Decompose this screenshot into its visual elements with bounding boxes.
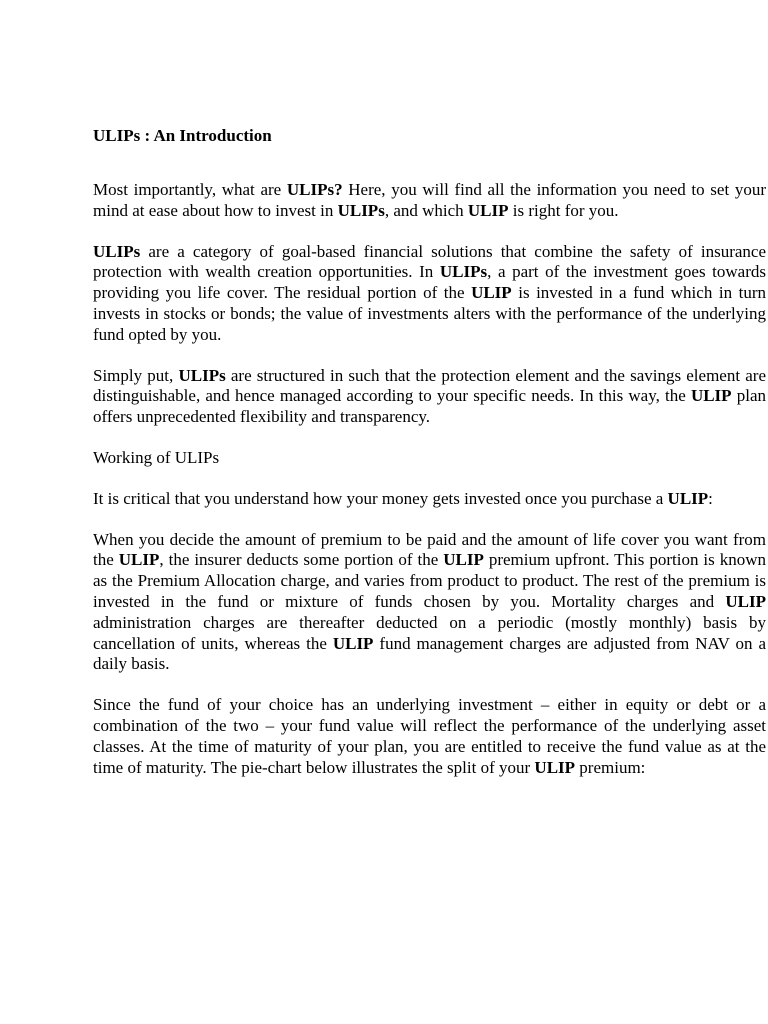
text-run: administration charges are thereafter deducted on a periodic (mostly monthly) basis by cancellation of units, whereas the xyxy=(93,612,766,653)
paragraph-category xyxy=(93,242,766,346)
text-run: premium upfront. This portion is known as the Premium Allocation charge, and varies from product to product. The rest of the premium is invested in the fund or mixture of funds chosen by you. Mortality charges and xyxy=(93,550,767,611)
paragraph-intro xyxy=(93,180,766,222)
bold-term: ULIP xyxy=(332,633,374,653)
text-run: : xyxy=(708,488,713,508)
text-run: Most importantly, what are xyxy=(93,180,287,199)
bold-term: ULIP xyxy=(118,550,160,570)
text-run: , a part of the investment goes towards providing you life cover. The residual portion of the xyxy=(93,262,767,303)
paragraph-simply-put xyxy=(93,366,766,428)
bold-term: ULIPs xyxy=(439,262,488,282)
document-page xyxy=(93,124,766,798)
text-run: , the insurer deducts some portion of the xyxy=(159,550,444,570)
document-title: ULIPs : An Introduction xyxy=(93,126,272,145)
bold-term: ULIP xyxy=(443,550,484,570)
text-run: plan offers unprecedented flexibility and transparency. xyxy=(93,386,766,427)
paragraph-critical xyxy=(93,489,766,510)
text-run: is right for you. xyxy=(508,200,619,220)
bold-term: ULIPs? xyxy=(286,180,343,199)
text-run: fund management charges are adjusted from NAV on a daily basis. xyxy=(93,633,766,674)
text-run: Working of ULIPs xyxy=(93,447,220,467)
text-run: Simply put, xyxy=(93,365,179,385)
bold-term: ULIPs xyxy=(337,200,385,220)
paragraph-fund-choice xyxy=(93,695,766,778)
bold-term: ULIPs xyxy=(93,241,141,261)
bold-term: ULIP xyxy=(667,488,709,508)
text-run: It is critical that you understand how your money gets invested once you purchase a xyxy=(93,488,668,508)
text-run: premium: xyxy=(575,757,646,777)
text-run: Here, you will find all the information you need to set your mind at ease about how to invest in xyxy=(93,180,766,220)
document-body xyxy=(93,180,766,778)
bold-term: ULIP xyxy=(725,591,766,611)
paragraph-working-heading xyxy=(93,448,766,469)
text-run: is invested in a fund which in turn invests in stocks or bonds; the value of investments alters with the performance of the underlying fund opted by you. xyxy=(93,283,766,344)
text-run: When you decide the amount of premium to be paid and the amount of life cover you want from the xyxy=(93,529,766,570)
text-run: are a category of goal-based financial solutions that combine the safety of insurance protection with wealth creation opportunities. In xyxy=(93,241,766,282)
bold-term: ULIP xyxy=(471,283,512,303)
bold-term: ULIP xyxy=(690,386,732,406)
text-run: Since the fund of your choice has an underlying investment – either in equity or debt or a combination of the two – your fund value will reflect the performance of the underlying asset classes. At the time of maturity of your plan, you are entitled to receive the fund value as at the time of maturity. The pie-chart below illustrates the split of your xyxy=(93,695,766,777)
text-run: are structured in such that the protection element and the savings element are distinguishable, and hence managed according to your specific needs. In this way, the xyxy=(93,365,766,406)
bold-term: ULIP xyxy=(467,200,509,220)
paragraph-premium xyxy=(93,530,766,676)
bold-term: ULIP xyxy=(534,757,576,777)
text-run: , and which xyxy=(384,200,468,220)
bold-term: ULIPs xyxy=(178,365,226,385)
